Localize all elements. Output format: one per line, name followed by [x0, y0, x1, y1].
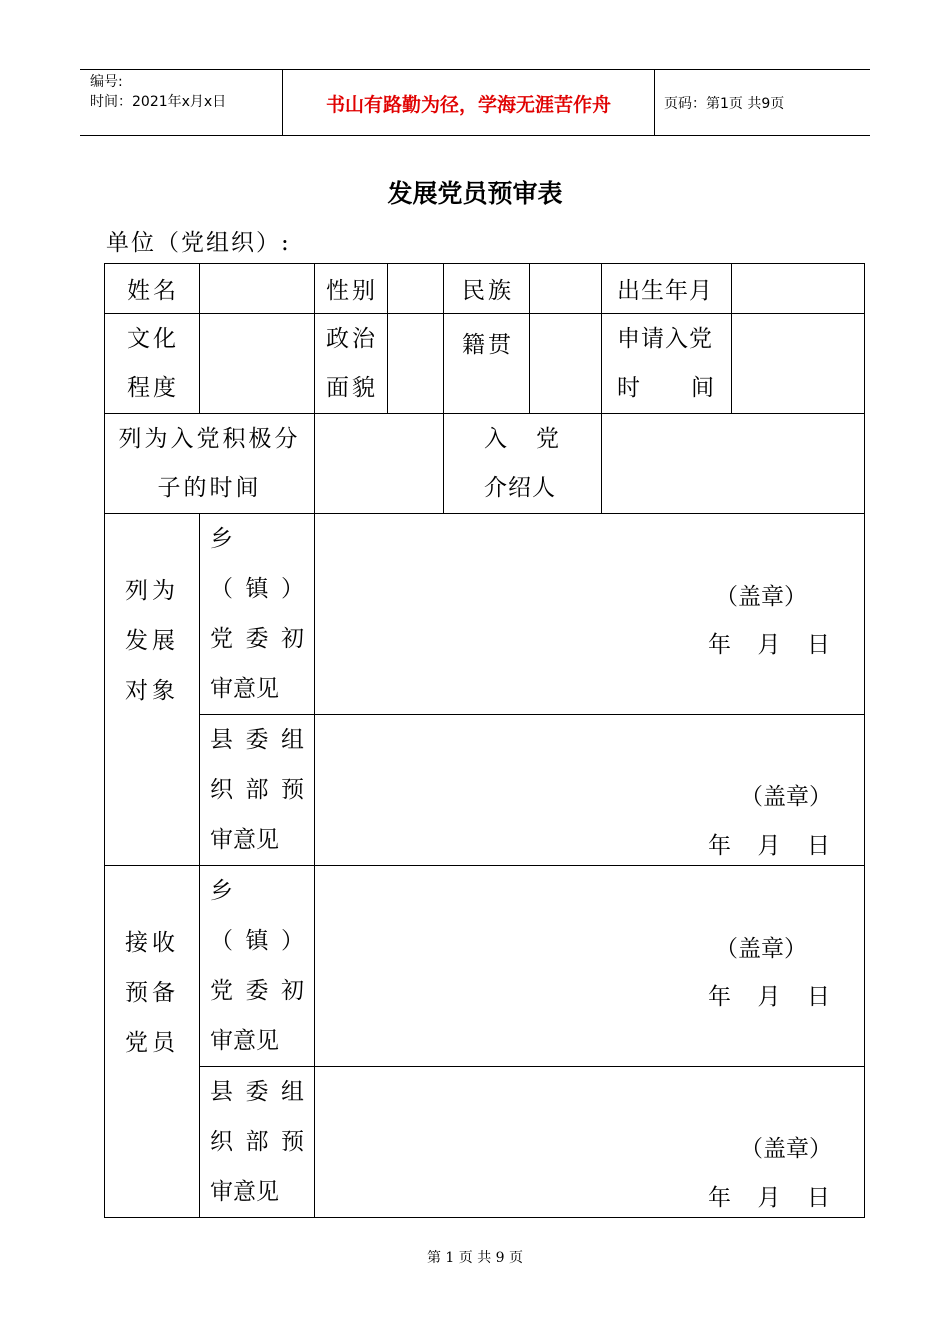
header-bottom-rule: [80, 135, 870, 136]
pre-review-form: [104, 263, 865, 1218]
header-divider-right: [654, 69, 655, 136]
name-field[interactable]: [200, 264, 315, 314]
town-review-opinion-field[interactable]: [315, 866, 865, 1067]
date-line: 年 月 日: [708, 632, 830, 658]
date-line: 年 月 日: [708, 833, 830, 859]
seal-text: （盖章）: [715, 584, 807, 610]
political-label: [315, 314, 388, 414]
birth-label: 出生年月: [602, 264, 732, 314]
political-label-line2: 面貌: [326, 374, 378, 401]
gender-field[interactable]: [388, 264, 444, 314]
apply-time-label-line1: 申请入党: [617, 325, 713, 352]
header-meta: [90, 72, 226, 112]
town-review-label: 乡 （ 镇 ） 党 委 初 审意见: [200, 866, 315, 1067]
activist-time-label-line1: 列为入党积极分: [118, 425, 301, 452]
activist-time-label: [105, 414, 315, 514]
apply-time-label: [602, 314, 732, 414]
county-review-label: 县 委 组 织 部 预 审意见: [200, 715, 315, 866]
county-review-opinion-field[interactable]: [315, 1067, 865, 1218]
education-label-line1: 文化: [127, 325, 179, 352]
introducer-label-line1: 入 党: [484, 425, 559, 452]
introducer-field[interactable]: [602, 414, 865, 514]
section-development-line2: 发展: [125, 628, 179, 654]
gender-label: 性别: [315, 264, 388, 314]
education-label: [105, 314, 200, 414]
native-field[interactable]: [530, 314, 602, 414]
section-probationary-line3: 党员: [125, 1030, 179, 1056]
introducer-label: [444, 414, 602, 514]
section-development-line3: 对象: [125, 678, 179, 704]
document-title: 发展党员预审表: [387, 179, 563, 208]
page-footer: 第 1 页 共 9 页: [426, 1250, 524, 1266]
education-label-line2: 程度: [127, 374, 179, 401]
name-label: 姓名: [105, 264, 200, 314]
county-review-label: 县 委 组 织 部 预 审意见: [200, 1067, 315, 1218]
ethnicity-field[interactable]: [530, 264, 602, 314]
political-field[interactable]: [388, 314, 444, 414]
town-review-opinion-field[interactable]: [315, 514, 865, 715]
date-line: 年 月 日: [708, 984, 830, 1010]
time-label: 时间：2021年x月x日: [90, 94, 227, 110]
apply-time-field[interactable]: [732, 314, 865, 414]
section-probationary-member: [105, 866, 200, 1218]
education-field[interactable]: [200, 314, 315, 414]
section-development-line1: 列为: [125, 578, 179, 604]
county-review-opinion-field[interactable]: [315, 715, 865, 866]
activist-time-label-line2: 子的时间: [157, 474, 262, 501]
section-probationary-line1: 接收: [125, 930, 179, 956]
code-label: 编号:: [90, 74, 123, 90]
header-top-rule: [80, 69, 870, 70]
date-line: 年 月 日: [708, 1185, 830, 1211]
town-review-label: 乡 （ 镇 ） 党 委 初 审意见: [200, 514, 315, 715]
section-probationary-line2: 预备: [125, 980, 179, 1006]
header-motto: 书山有路勤为径，学海无涯苦作舟: [325, 94, 611, 116]
activist-time-field[interactable]: [315, 414, 444, 514]
seal-text: （盖章）: [740, 784, 832, 810]
political-label-line1: 政治: [326, 325, 378, 352]
apply-time-label-line2: 时 间: [617, 374, 715, 401]
section-development-target: [105, 514, 200, 866]
seal-text: （盖章）: [740, 1136, 832, 1162]
seal-text: （盖章）: [715, 936, 807, 962]
header-page-info: 页码：第1页 共9页: [664, 96, 785, 112]
birth-field[interactable]: [732, 264, 865, 314]
native-label: 籍贯: [444, 314, 530, 414]
unit-label: 单位（党组织）:: [106, 230, 291, 256]
ethnicity-label: 民族: [444, 264, 530, 314]
introducer-label-line2: 介绍人: [484, 474, 556, 501]
